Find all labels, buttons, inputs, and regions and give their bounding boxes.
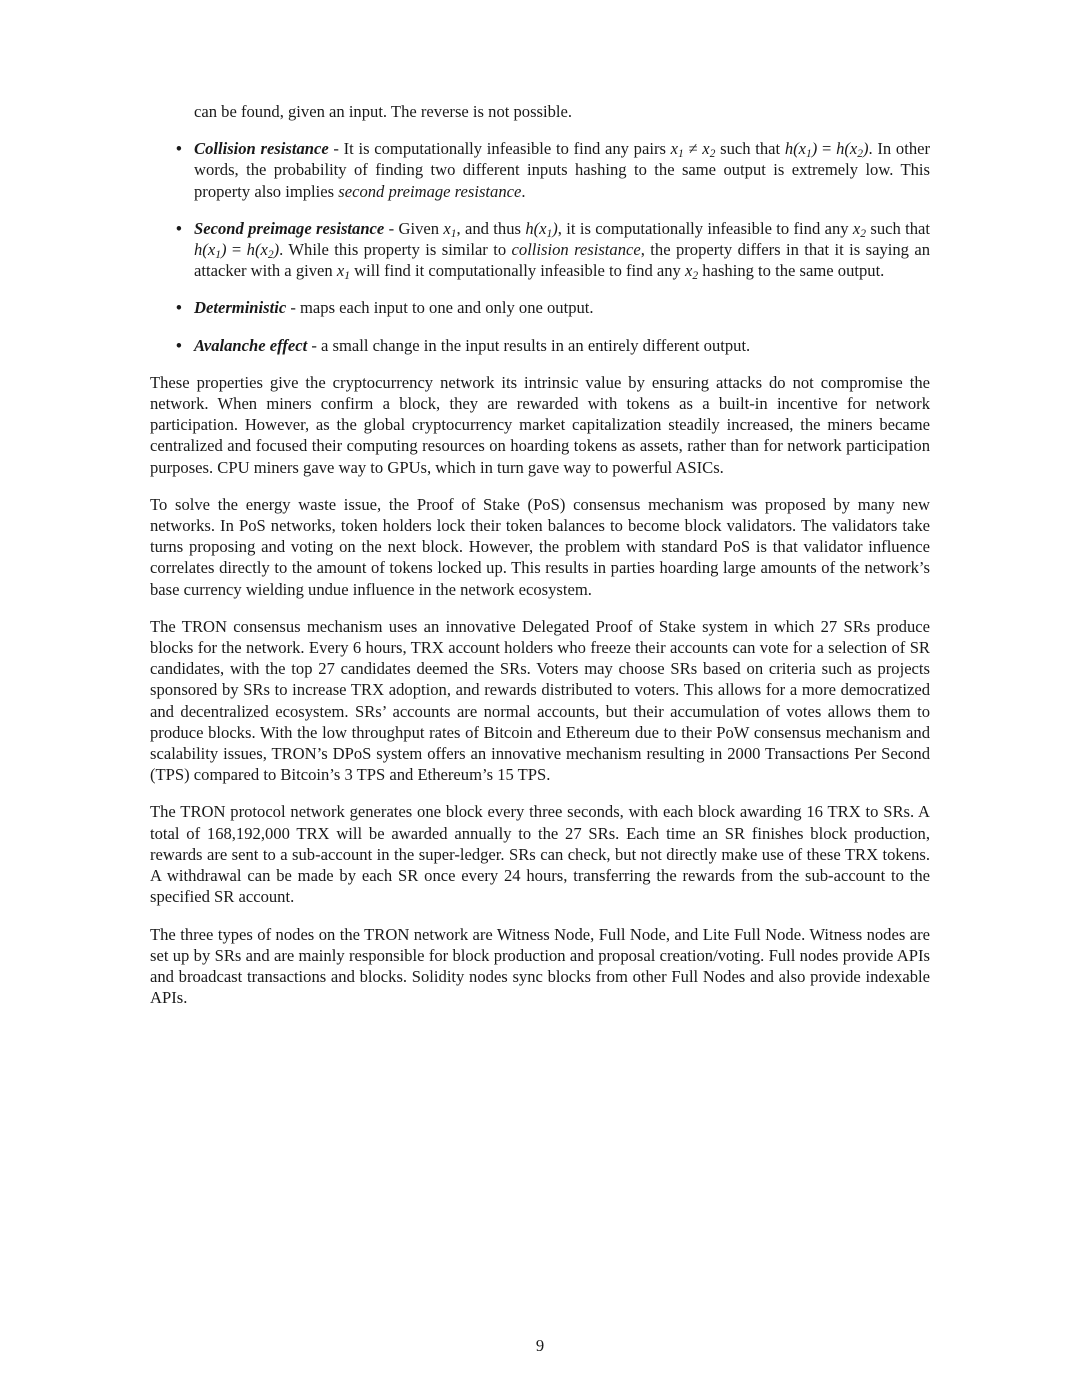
list-item [150, 218, 930, 282]
math-symbol: x [443, 218, 451, 238]
math-subscript: 2 [709, 148, 716, 161]
math-symbol: ) [552, 218, 558, 238]
math-subscript: 1 [546, 227, 553, 240]
math-subscript: 2 [857, 148, 864, 161]
property-description: - Given $x_1$, and thus $h(x_1)$, it is computationally infeasible to find any $x_2$ such that $h(x_1) = h(x_2)$. While this property is similar to collision resistance, the property differs in that it is saying an attacker with a given $x_1$ will find it computationally infeasible to find any $x_2$ hashing to the same output. [194, 218, 930, 283]
math-symbol: ) [863, 139, 869, 159]
math-symbol: x [685, 261, 693, 281]
math-symbol: h(x [836, 139, 858, 159]
math-subscript: 2 [692, 270, 699, 283]
list-item [150, 297, 930, 318]
list-item [150, 335, 930, 356]
list-item [150, 138, 930, 202]
continuation-text: can be found, given an input. The reverse is not possible. [194, 102, 573, 121]
paragraph-block-rewards: The TRON protocol network generates one block every three seconds, with each block awarding 16 TRX to SRs. A total of 168,192,000 TRX will be awarded annually to the 27 SRs. Each time an SR finishes block production, rewards are sent to a sub-account in the super-ledger. SRs can check, but not directly make use of these TRX tokens. A withdrawal can be made by each SR once every 24 hours, transferring the rewards from the sub-account to the specified SR account. [150, 802, 930, 907]
math-subscript: 2 [267, 249, 274, 262]
paragraph-proof-of-stake: To solve the energy waste issue, the Proof of Stake (PoS) consensus mechanism was proposed by many new networks. In PoS networks, token holders lock their token balances to become block validators. The validators take turns proposing and voting on the next block. However, the problem with standard PoS is that validator influence correlates directly to the amount of tokens locked up. This results in parties hoarding large amounts of the network’s base currency wielding undue influence in the network ecosystem. [150, 494, 930, 599]
math-symbol: ) [273, 240, 280, 260]
math-symbol: x [670, 139, 679, 159]
property-description: - maps each input to one and only one output. [286, 298, 594, 318]
page-number: 9 [535, 1336, 545, 1355]
math-symbol: h(x [194, 240, 216, 260]
math-subscript: 2 [860, 227, 867, 240]
property-term: Avalanche effect [194, 335, 308, 355]
math-symbol: ) [220, 240, 227, 260]
italic-term: collision resistance [511, 240, 641, 260]
property-description: - It is computationally infeasible to find any pairs $x_1 \ne x_2$ such that $h(x_1) = h(x_2)$. In other words, the probability of finding two different inputs hashing to the same output is extremely low. This property also implies second preimage resistance. [194, 139, 931, 201]
property-term: Collision resistance [194, 139, 329, 159]
property-term: Second preimage resistance [194, 218, 385, 238]
math-subscript: 1 [806, 148, 812, 161]
italic-term: second preimage resistance [338, 181, 522, 201]
math-symbol: x [336, 261, 345, 281]
math-symbol: h(x [246, 240, 268, 260]
bullet-icon: • [176, 335, 182, 355]
property-term: Deterministic [194, 298, 287, 318]
hash-properties-list [150, 138, 930, 356]
math-subscript: 1 [344, 270, 350, 283]
bullet-icon: • [176, 139, 182, 159]
math-symbol: h(x [525, 218, 547, 238]
paragraph-properties-value: These properties give the cryptocurrency network its intrinsic value by ensuring attacks do not compromise the network. When miners confirm a block, they are rewarded with tokens as a built-in incentive for network participation. However, as the global cryptocurrency market capitalization steadily increased, the miners became centralized and focused their computing resources on hoarding tokens as assets, rather than for network participation purposes. CPU miners gave way to GPUs, which in turn gave way to powerful ASICs. [150, 372, 930, 477]
math-subscript: 1 [678, 148, 684, 161]
paragraph-tron-dpos: The TRON consensus mechanism uses an innovative Delegated Proof of Stake system in which 27 SRs produce blocks for the network. Every 6 hours, TRX account holders who freeze their accounts can vote for a selection of SR candidates, with the top 27 candidates deemed the SRs. Voters may choose SRs based on criteria such as projects sponsored by SRs to increase TRX adoption, and rewards distributed to voters. This allows for a more democratized and decentralized ecosystem. SRs’ accounts are normal accounts, but their accumulation of votes allows them to produce blocks. With the low throughput rates of Bitcoin and Ethereum due to their PoW consensus mechanism and scalability issues, TRON’s DPoS system offers an innovative mechanism resulting in 2000 Transactions Per Second (TPS) compared to Bitcoin’s 3 TPS and Ethereum’s 15 TPS. [150, 616, 930, 785]
math-subscript: 1 [450, 227, 457, 240]
math-symbol: ) [811, 139, 818, 159]
math-subscript: 1 [215, 249, 221, 262]
page-body [150, 101, 930, 1024]
bullet-icon: • [176, 298, 182, 318]
bullet-icon: • [176, 218, 182, 238]
math-symbol: h(x [784, 139, 807, 159]
paragraph-node-types: The three types of nodes on the TRON network are Witness Node, Full Node, and Lite Full Node. Witness nodes are set up by SRs and are mainly responsible for block production and proposal creation/voting. Full nodes provide APIs and broadcast transactions and blocks. Solidity nodes sync blocks from other Full Nodes and also provide indexable APIs. [150, 924, 930, 1008]
math-symbol: x [852, 218, 861, 238]
math-symbol: x [702, 139, 710, 159]
property-description: - a small change in the input results in an entirely different output. [307, 335, 751, 355]
